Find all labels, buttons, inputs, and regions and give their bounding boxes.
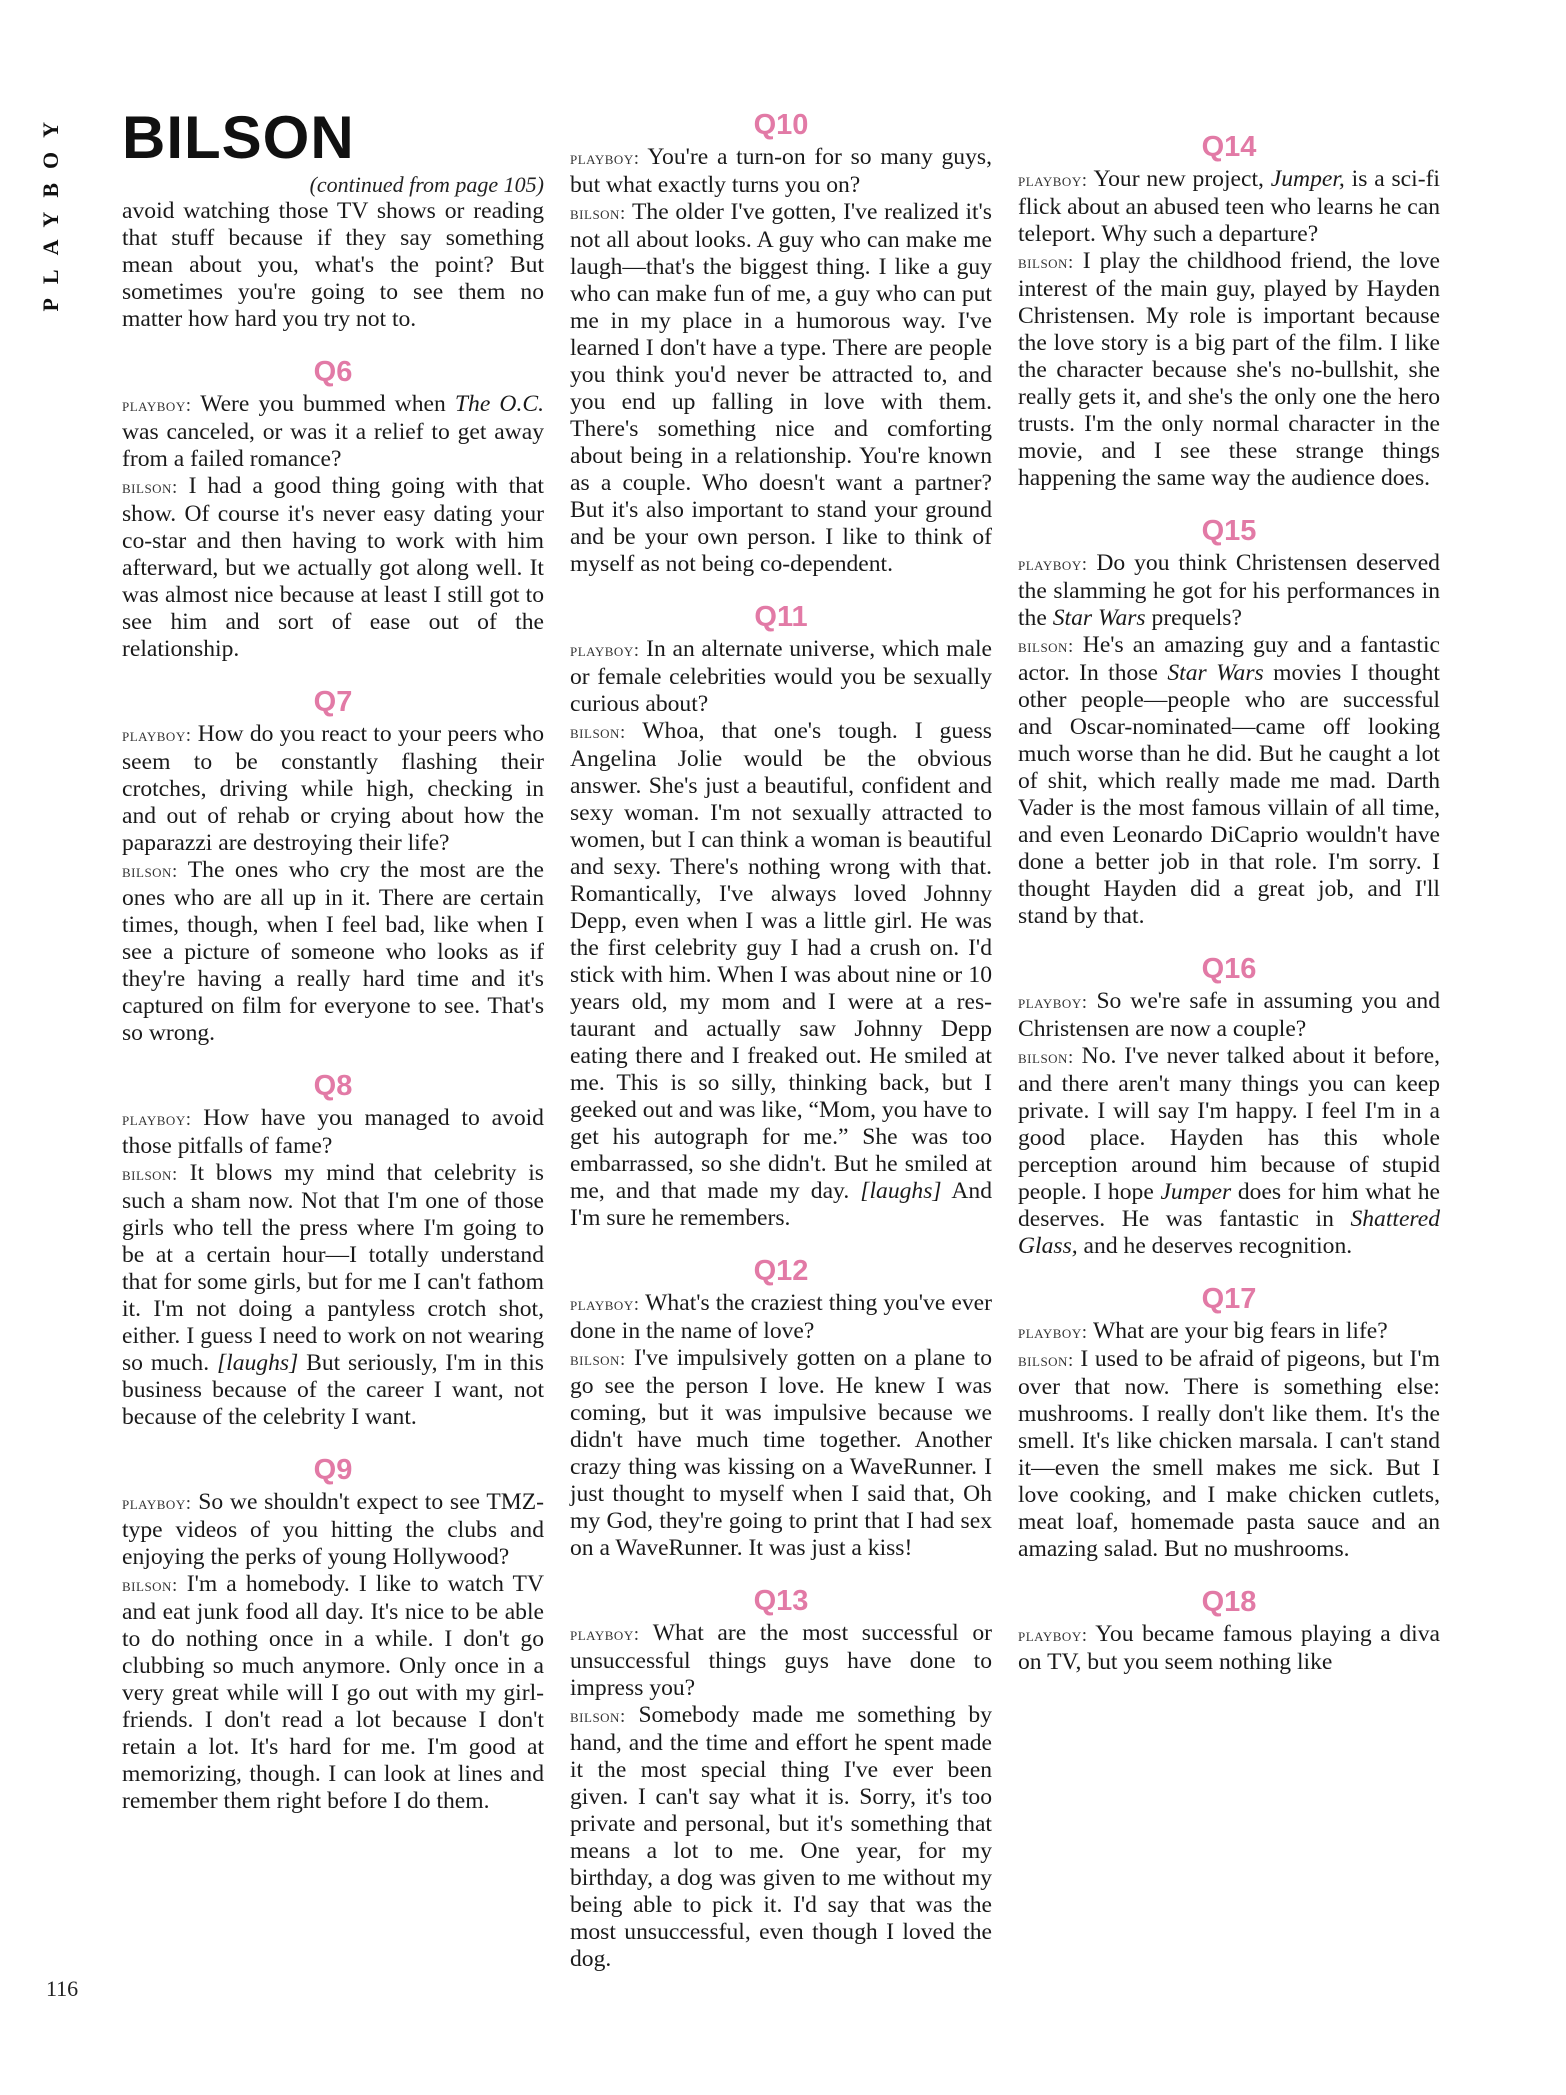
- speaker-interviewer: playboy :: [122, 725, 191, 746]
- question-q18: playboy : You became famous playing a diva on TV, but you seem nothing like: [1018, 1621, 1440, 1676]
- question-label-q7: Q7: [313, 686, 353, 718]
- column-2: [570, 108, 992, 1973]
- column-1: [122, 104, 545, 1815]
- answer-q12: bilson : I've impulsively gotten on a plane to go see the person I love. He knew I was coming, but it was impulsive because we didn't have much time together. Another crazy thing was kissing on a WaveRunner. I just thought to myself when I said that, Oh my God, they're going to print that I had sex on a WaveRunner. It was just a kiss!: [570, 1345, 992, 1562]
- column-3: [1018, 108, 1440, 1676]
- article-title: BILSON: [122, 104, 355, 171]
- speaker-interviewer: playboy :: [570, 1624, 639, 1645]
- answer-q7: bilson : The ones who cry the most are the ones who are all up in it. There are certain times, though, when I feel bad, like when I see a picture of someone who looks as if they're having a really hard time and it's captured on film for everyone to see. That's so wrong.: [122, 857, 544, 1047]
- question-q8: playboy : How have you managed to avoid those pitfalls of fame?: [122, 1105, 544, 1160]
- speaker-interviewer: playboy :: [1018, 1625, 1087, 1646]
- question-label-q9: Q9: [313, 1454, 353, 1486]
- intro-paragraph: avoid watching those TV shows or reading that stuff because if they say something mean about you, what's the point? But sometimes you're going to see them no matter how hard you try not to.: [122, 198, 544, 332]
- brand-vertical: PLAYBOY: [38, 108, 63, 312]
- question-label-q6: Q6: [313, 356, 353, 388]
- speaker-interviewer: playboy :: [1018, 554, 1087, 575]
- speaker-subject: bilson :: [570, 203, 626, 224]
- speaker-subject: bilson :: [122, 477, 178, 498]
- question-q17: playboy : What are your big fears in life?: [1018, 1318, 1440, 1346]
- question-label-q16: Q16: [1201, 953, 1257, 985]
- question-q15: playboy : Do you think Christensen deserved the slamming he got for his performances in the Star Wars prequels?: [1018, 550, 1440, 632]
- speaker-subject: bilson :: [570, 1349, 626, 1370]
- speaker-interviewer: playboy :: [1018, 170, 1087, 191]
- answer-q17: bilson : I used to be afraid of pigeons, but I'm over that now. There is something else: mushrooms. I really don't like them. It's the smell. It's like chicken marsala. I can't stand it—even the smell makes me sick. But I love cooking, and I make chicken cutlets, meat loaf, homemade pasta sauce and an amazing salad. But no mushrooms.: [1018, 1346, 1440, 1563]
- speaker-subject: bilson :: [1018, 636, 1074, 657]
- question-q9: playboy : So we shouldn't expect to see TMZ-type videos of you hitting the clubs and enjoying the perks of young Hollywood?: [122, 1489, 544, 1571]
- question-q16: playboy : So we're safe in assuming you and Christensen are now a couple?: [1018, 988, 1440, 1043]
- answer-q11: bilson : Whoa, that one's tough. I guess Angelina Jolie would be the obvious answer. She's just a beautiful, confident and sexy woman. I'm not sexually attracted to women, but I can think a woman is beautiful and sexy. There's nothing wrong with that. Romantically, I've always loved Johnny Depp, even when I was a little girl. He was the first celebrity guy I had a crush on. I'd stick with him. When I was about nine or 10 years old, my mom and I were at a restaurant and actually saw Johnny Depp eating there and I freaked out. He smiled at me. This is so silly, thinking back, but I geeked out and was like, “Mom, you have to get his autograph for me.” She was too embarrassed, so she didn't. But he smiled at me, and that made my day. [laughs] And I'm sure he remembers.: [570, 718, 992, 1232]
- answer-q6: bilson : I had a good thing going with that show. Of course it's never easy dating your co-star and then having to work with him afterward, but we actually got along well. It was almost nice because at least I still got to see him and sort of ease out of the relationship.: [122, 473, 544, 663]
- speaker-subject: bilson :: [570, 1706, 626, 1727]
- question-q14: playboy : Your new project, Jumper, is a sci-fi flick about an abused teen who learns he can teleport. Why such a departure?: [1018, 166, 1440, 248]
- speaker-interviewer: playboy :: [570, 148, 639, 169]
- speaker-subject: bilson :: [122, 1575, 178, 1596]
- question-label-q14-visible: Q14: [1201, 131, 1257, 163]
- answer-q10: bilson : The older I've gotten, I've realized it's not all about looks. A guy who can make me laugh—that's the biggest thing. I like a guy who can make fun of me, a guy who can put me in my place in a humorous way. I've learned I don't have a type. There are people you think you'd never be attracted to, and you end up falling in love with them. There's something nice and comforting about being in a relationship. You're known as a couple. Who doesn't want a partner? But it's also important to stand your ground and be your own person. I like to think of myself as not being co-dependent.: [570, 199, 992, 578]
- continued-note: (continued from page 105): [309, 172, 544, 197]
- answer-q14: bilson : I play the childhood friend, the love interest of the main guy, played by Hayden Christensen. My role is important because the love story is a big part of the film. I like the character because she's no-bullshit, she really gets it, and she's the only one the hero trusts. I'm the only normal character in the movie, and I see these strange things happening the same way the audience does.: [1018, 248, 1440, 492]
- answer-q13: bilson : Somebody made me something by hand, and the time and effort he spent made it the most special thing I've ever been given. I can't say what it is. Sorry, it's too private and personal, but it's something that means a lot to me. One year, for my birthday, a dog was given to me without my being able to pick it. I'd say that was the most unsuccessful, even though I loved the dog.: [570, 1702, 992, 1973]
- question-q11: playboy : In an alternate universe, which male or female celebrities would you be sexually curious about?: [570, 636, 992, 718]
- question-q12: playboy : What's the craziest thing you've ever done in the name of love?: [570, 1290, 992, 1345]
- speaker-subject: bilson :: [1018, 1047, 1074, 1068]
- question-label-q8: Q8: [313, 1070, 353, 1102]
- speaker-interviewer: playboy :: [1018, 1322, 1087, 1343]
- question-q7: playboy : How do you react to your peers who seem to be constantly flashing their crotches, driving while high, checking in and out of rehab or crying about how the paparazzi are destroying their life?: [122, 721, 544, 857]
- question-label-q12: Q12: [753, 1255, 809, 1287]
- question-q6: playboy : Were you bummed when The O.C. was canceled, or was it a relief to get away from a failed romance?: [122, 391, 544, 473]
- speaker-interviewer: playboy :: [122, 395, 191, 416]
- question-label-q13: Q13: [753, 1585, 809, 1617]
- speaker-interviewer: playboy :: [122, 1493, 191, 1514]
- question-label-q17: Q17: [1201, 1283, 1257, 1315]
- question-label-q18: Q18: [1201, 1586, 1257, 1618]
- answer-q9: bilson : I'm a homebody. I like to watch TV and eat junk food all day. It's nice to be able to do nothing once in a while. I don't go clubbing so much anymore. Only once in a very great while will I go out with my girlfriends. I don't read a lot because I don't retain a lot. It's hard for me. I'm good at memorizing, though. I can look at lines and remember them right before I do them.: [122, 1571, 544, 1815]
- page-number: 116: [46, 1976, 79, 2001]
- speaker-interviewer: playboy :: [1018, 992, 1087, 1013]
- side-brand: [38, 108, 78, 408]
- speaker-subject: bilson :: [122, 861, 178, 882]
- answer-q15: bilson : He's an amazing guy and a fantastic actor. In those Star Wars movies I thought other people—people who are successful and Oscar-nominated—came off looking much worse than he did. But he caught a lot of shit, which really made me mad. Darth Vader is the most famous villain of all time, and even Leonardo DiCaprio wouldn't have done a better job in that role. I'm sorry. I thought Hayden did a great job, and I'll stand by that.: [1018, 632, 1440, 930]
- question-label-q10: Q10: [753, 109, 809, 141]
- speaker-subject: bilson :: [570, 722, 626, 743]
- question-q13: playboy : What are the most successful or unsuccessful things guys have done to impress you?: [570, 1620, 992, 1702]
- speaker-subject: bilson :: [122, 1164, 178, 1185]
- speaker-subject: bilson :: [1018, 252, 1074, 273]
- speaker-interviewer: playboy :: [570, 1294, 639, 1315]
- question-label-q11: Q11: [754, 601, 808, 633]
- question-label-q15: Q15: [1201, 515, 1257, 547]
- answer-q16: bilson : No. I've never talked about it before, and there aren't many things you can keep private. I will say I'm happy. I feel I'm in a good place. Hayden has this whole perception around him because of stupid people. I hope Jumper does for him what he deserves. He was fantastic in Shattered Glass, and he deserves recognition.: [1018, 1043, 1440, 1260]
- answer-q8: bilson : It blows my mind that celebrity is such a sham now. Not that I'm one of those girls who tell the press where I'm going to be at a certain hour—I totally understand that for some girls, but for me I can't fathom it. I'm not doing a pantyless crotch shot, either. I guess I need to work on not wearing so much. [laughs] But seriously, I'm in this business because of the career I want, not because of the celebrity I want.: [122, 1160, 544, 1431]
- speaker-interviewer: playboy :: [122, 1109, 191, 1130]
- speaker-subject: bilson :: [1018, 1350, 1074, 1371]
- speaker-interviewer: playboy :: [570, 640, 639, 661]
- question-q10: playboy : You're a turn-on for so many guys, but what exactly turns you on?: [570, 144, 992, 199]
